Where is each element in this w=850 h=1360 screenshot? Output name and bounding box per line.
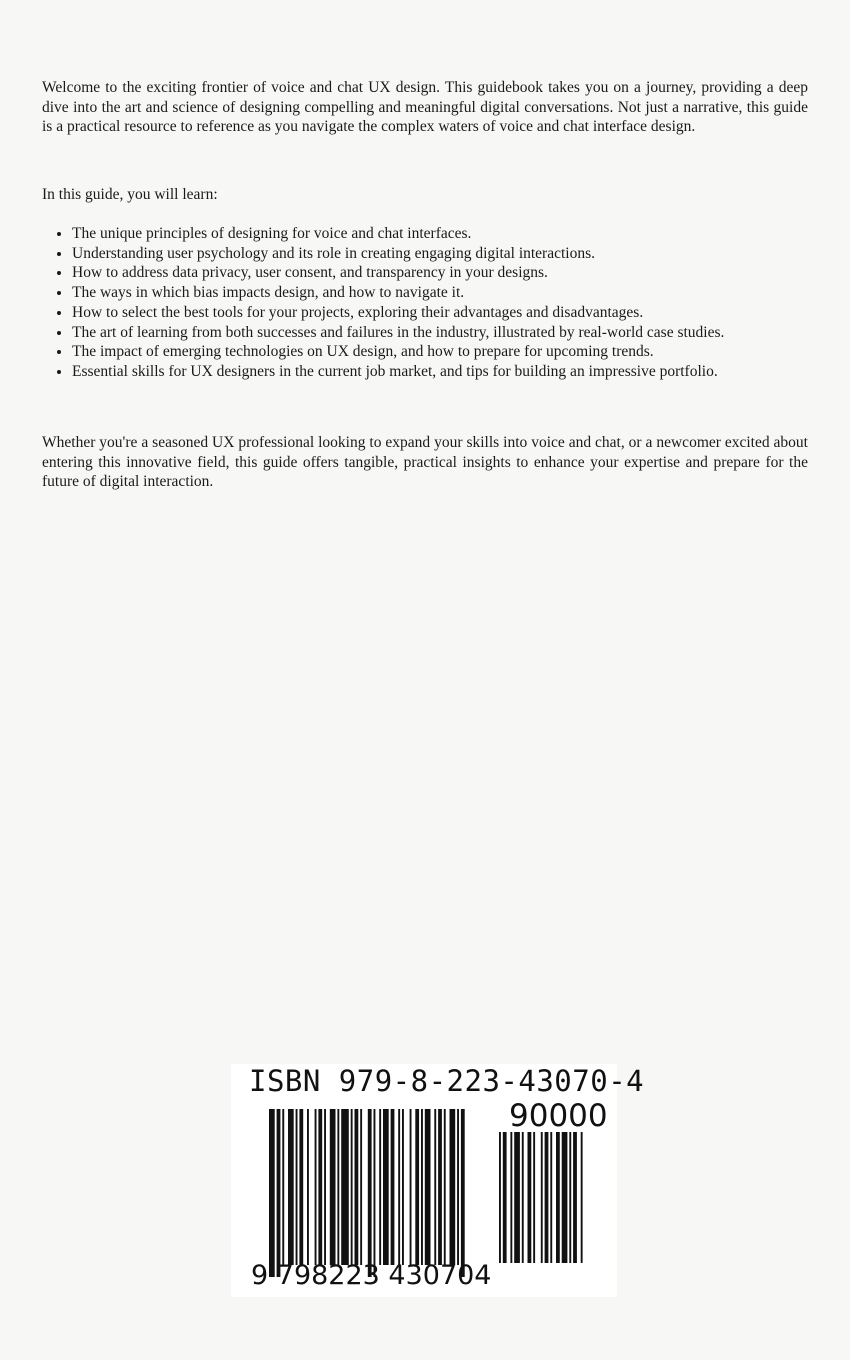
barcode-bar: [438, 1109, 442, 1265]
list-item: • Essential skills for UX designers in the current job market, and tips for building an impressive portfolio.: [72, 362, 850, 382]
list-item: • How to address data privacy, user consent, and transparency in your designs.: [72, 263, 850, 283]
barcode-bar: [514, 1132, 520, 1263]
barcode-bar: [282, 1109, 284, 1265]
barcode-bar: [341, 1109, 349, 1265]
barcode-bar: [351, 1109, 353, 1265]
barcode-bar: [556, 1132, 560, 1263]
barcode-bar: [296, 1109, 298, 1265]
barcode-bar: [337, 1109, 339, 1265]
list-item: • The ways in which bias impacts design, and how to navigate it.: [72, 283, 850, 303]
learn-list: [42, 224, 850, 382]
barcode-bar: [421, 1109, 423, 1265]
barcode-bar: [299, 1109, 303, 1265]
barcode-bar: [398, 1109, 400, 1265]
barcode-bar: [522, 1132, 524, 1263]
barcode-bar: [541, 1132, 543, 1263]
barcode-bar: [550, 1132, 552, 1263]
barcode-bar: [528, 1132, 532, 1263]
barcode-bar: [533, 1132, 535, 1263]
closing-paragraph: Whether you're a seasoned UX professional looking to expand your skills into voice and chat, or a newcomer excited about entering this innovative field, this guide offers tangible, practical insights to enhance your expertise and prepare for the future of digital interaction.: [42, 434, 808, 491]
list-item: • The unique principles of designing for voice and chat interfaces.: [72, 224, 850, 244]
learn-heading: In this guide, you will learn:: [42, 186, 218, 203]
barcode-bar: [277, 1109, 281, 1277]
barcode-bar: [503, 1132, 507, 1263]
barcode-bar: [562, 1132, 568, 1263]
barcode-bar: [324, 1109, 326, 1265]
isbn-label: ISBN 979-8-223-43070-4: [249, 1064, 645, 1098]
barcode-bar: [269, 1109, 275, 1277]
list-item: • Understanding user psychology and its role in creating engaging digital interactions.: [72, 244, 850, 264]
barcode-bar: [581, 1132, 583, 1263]
barcode-bar: [457, 1109, 459, 1265]
barcode-bar: [461, 1109, 465, 1277]
barcode-bar: [402, 1109, 404, 1265]
barcode-bar: [573, 1132, 577, 1263]
barcode-digits: 9 798223 430704: [251, 1260, 492, 1291]
barcode-bar: [360, 1109, 362, 1265]
barcode-bar: [318, 1109, 322, 1265]
price-code: 90000: [509, 1098, 608, 1134]
barcode-bar: [545, 1132, 549, 1263]
barcode-bar: [307, 1109, 309, 1265]
barcode-bar: [425, 1109, 431, 1265]
barcode-bar: [499, 1132, 501, 1263]
barcode-bar: [355, 1109, 359, 1265]
barcode-bar: [569, 1132, 571, 1263]
barcode-bar: [379, 1109, 381, 1265]
barcode-bar: [391, 1109, 395, 1265]
intro-paragraph: Welcome to the exciting frontier of voice and chat UX design. This guidebook takes you on a journey, providing a deep dive into the art and science of designing compelling and meaningful digital conversations. Not just a narrative, this guide is a practical resource to reference as you navigate the complex waters of voice and chat interface design.: [42, 79, 808, 136]
barcode-bar: [444, 1109, 446, 1265]
barcode-bar: [415, 1109, 419, 1265]
barcode-bar: [368, 1109, 372, 1277]
list-item: • The art of learning from both successes and failures in the industry, illustrated by real-world case studies.: [72, 323, 850, 343]
barcode-bar: [330, 1109, 336, 1265]
barcode-bar: [510, 1132, 512, 1263]
barcode-bar: [288, 1109, 294, 1265]
list-item: • The impact of emerging technologies on UX design, and how to prepare for upcoming trends.: [72, 342, 850, 362]
barcode-bar: [383, 1109, 389, 1265]
barcode-bar: [374, 1109, 376, 1277]
barcode-bar: [434, 1109, 436, 1265]
list-item: • How to select the best tools for your projects, exploring their advantages and disadvantages.: [72, 303, 850, 323]
barcode-bar: [410, 1109, 412, 1265]
barcode-bar: [450, 1109, 456, 1265]
isbn-barcode: [231, 1064, 645, 1297]
barcode-bar: [315, 1109, 317, 1265]
